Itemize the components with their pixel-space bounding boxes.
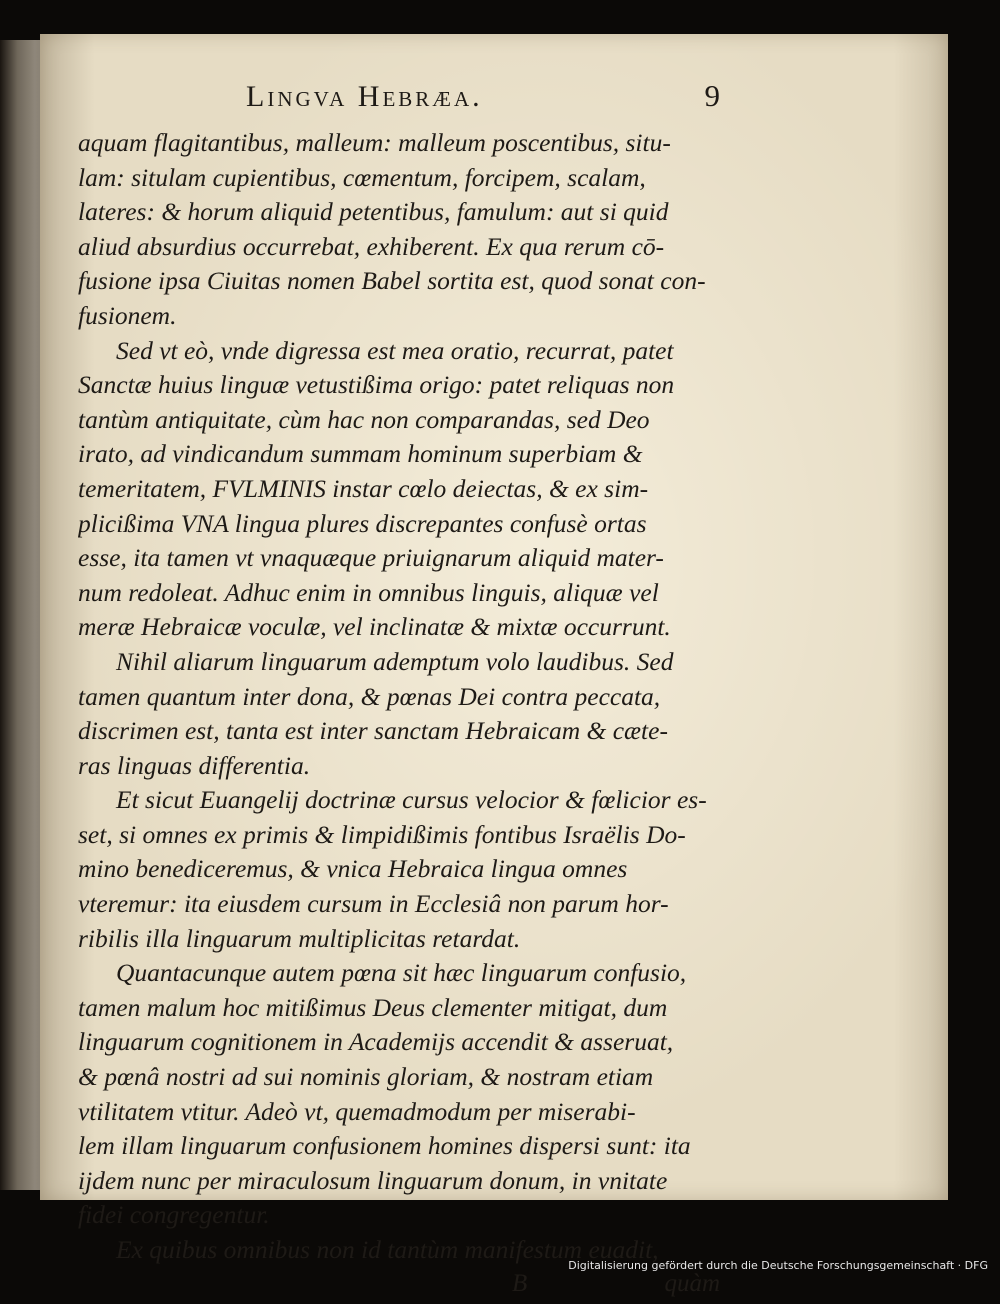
running-title: Lingva Hebræa. [246, 80, 483, 113]
text-line: ras linguas differentia. [78, 750, 311, 780]
text-line: fidei congregentur. [78, 1200, 270, 1230]
text-line: set, si omnes ex primis & limpidißimis fontibus Israëlis Do- [78, 819, 686, 849]
text-line: lateres: & horum aliquid petentibus, famulum: aut si quid [78, 197, 669, 227]
text-block [78, 78, 718, 1304]
text-line: lem illam linguarum confusionem homines dispersi sunt: ita [78, 1131, 691, 1161]
text-line: irato, ad vindicandum summam hominum superbiam & [78, 439, 643, 469]
text-line: Sed vt eò, vnde digressa est mea oratio, recurrat, patet [116, 335, 674, 365]
catchword: quàm [664, 1269, 720, 1297]
text-line: Ex quibus omnibus non id tantùm manifestum euadit, [116, 1235, 659, 1264]
text-line: meræ Hebraicæ voculæ, vel inclinatæ & mixtæ occurrunt. [78, 612, 671, 642]
text-line: tamen quantum inter dona, & pœnas Dei contra peccata, [78, 681, 661, 711]
page-footer [78, 1268, 718, 1304]
text-line: fusione ipsa Ciuitas nomen Babel sortita est, quod sonat con- [78, 266, 706, 296]
text-line: Quantacunque autem pœna sit hæc linguarum confusio, [116, 958, 687, 988]
signature-mark: B [512, 1269, 528, 1297]
text-line: Sanctæ huius linguæ vetustißima origo: patet reliquas non [78, 370, 675, 400]
text-line: linguarum cognitionem in Academijs accendit & asseruat, [78, 1027, 674, 1057]
text-line: aliud absurdius occurrebat, exhiberent. Ex qua rerum cō- [78, 231, 665, 261]
text-line: & pœnâ nostri ad sui nominis gloriam, & nostram etiam [78, 1062, 654, 1092]
text-line: num redoleat. Adhuc enim in omnibus linguis, aliquæ vel [78, 577, 659, 607]
text-line: vteremur: ita eiusdem cursum in Ecclesiâ non parum hor- [78, 889, 669, 919]
page-number: 9 [704, 78, 720, 113]
text-line: plicißima VNA lingua plures discrepantes confusè ortas [78, 508, 647, 538]
text-line: fusionem. [78, 300, 177, 330]
text-line: temeritatem, FVLMINIS instar cœlo deiectas, & ex sim- [78, 473, 649, 503]
text-line: aquam flagitantibus, malleum: malleum poscentibus, situ- [78, 128, 671, 157]
text-line: Et sicut Euangelij doctrinæ cursus velocior & fœlicior es- [116, 785, 707, 815]
text-line: ijdem nunc per miraculosum linguarum donum, in vnitate [78, 1165, 668, 1195]
text-line: ribilis illa linguarum multiplicitas retardat. [78, 923, 521, 953]
text-line: tantùm antiquitate, cùm hac non comparandas, sed Deo [78, 404, 650, 434]
text-line: lam: situlam cupientibus, cœmentum, forcipem, scalam, [78, 162, 646, 192]
text-line: mino benediceremus, & vnica Hebraica lingua omnes [78, 854, 628, 884]
running-head [78, 78, 718, 118]
digitization-credit: Digitalisierung gefördert durch die Deutsche Forschungsgemeinschaft · DFG [568, 1259, 988, 1272]
body-text [78, 126, 718, 1268]
text-line: Nihil aliarum linguarum ademptum volo laudibus. Sed [116, 646, 674, 676]
text-line: vtilitatem vtitur. Adeò vt, quemadmodum per miserabi- [78, 1096, 636, 1126]
text-line: esse, ita tamen vt vnaquæque priuignarum aliquid mater- [78, 543, 664, 573]
text-line: tamen malum hoc mitißimus Deus clementer mitigat, dum [78, 992, 668, 1022]
text-line: discrimen est, tanta est inter sanctam Hebraicam & cæte- [78, 716, 668, 746]
